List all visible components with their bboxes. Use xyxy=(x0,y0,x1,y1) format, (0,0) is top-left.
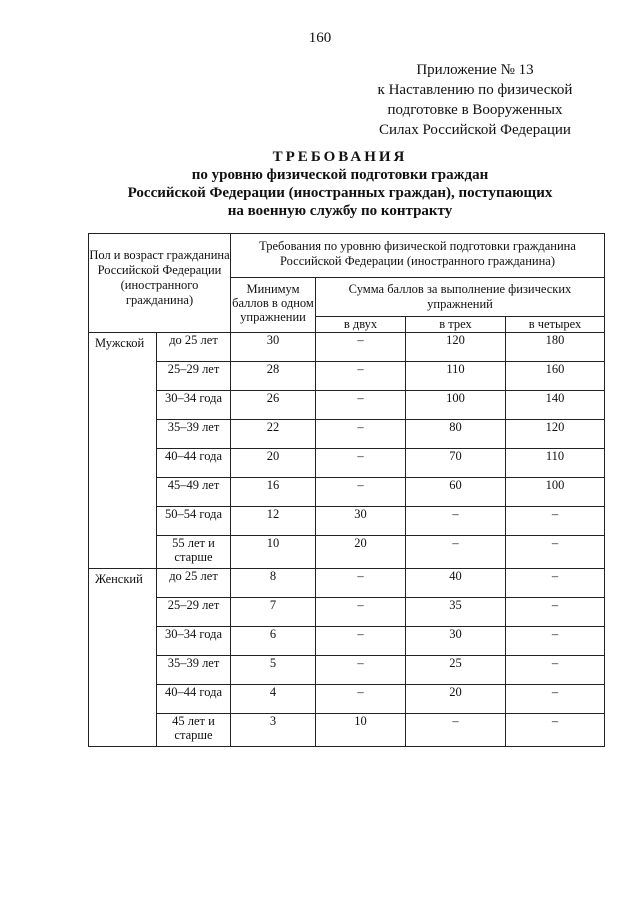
table-row xyxy=(89,656,605,685)
sum-four-cell: 140 xyxy=(506,391,605,420)
appendix-line-3: подготовке в Вооруженных xyxy=(387,102,563,118)
min-score-cell: 5 xyxy=(231,656,316,685)
sum-three-cell: 80 xyxy=(406,420,506,449)
age-cell: 45 лет и старше xyxy=(157,714,231,747)
header-requirements: Требования по уровню физической подготовки гражданина Российской Федерации (иностранного гражданина) xyxy=(231,234,605,278)
age-cell: 35–39 лет xyxy=(157,656,231,685)
age-cell: 40–44 года xyxy=(157,449,231,478)
header-in-four: в четырех xyxy=(506,317,605,333)
title-heading: ТРЕБОВАНИЯ xyxy=(272,149,408,165)
sum-three-cell: – xyxy=(406,536,506,569)
sum-two-cell: – xyxy=(316,656,406,685)
sum-two-cell: – xyxy=(316,391,406,420)
sum-three-cell: – xyxy=(406,507,506,536)
sum-four-cell: – xyxy=(506,598,605,627)
table-row xyxy=(89,627,605,656)
sum-four-cell: 160 xyxy=(506,362,605,391)
title-line-2: Российской Федерации (иностранных граждан), поступающих xyxy=(127,185,553,201)
sum-four-cell: 110 xyxy=(506,449,605,478)
table-row xyxy=(89,569,605,598)
sum-three-cell: 110 xyxy=(406,362,506,391)
min-score-cell: 26 xyxy=(231,391,316,420)
min-score-cell: 8 xyxy=(231,569,316,598)
sum-three-cell: 100 xyxy=(406,391,506,420)
table-row xyxy=(89,333,605,362)
age-cell: 45–49 лет xyxy=(157,478,231,507)
age-cell: 30–34 года xyxy=(157,391,231,420)
sum-four-cell: – xyxy=(506,714,605,747)
sum-four-cell: 180 xyxy=(506,333,605,362)
title-line-1: по уровню физической подготовки граждан xyxy=(191,167,489,183)
min-score-cell: 30 xyxy=(231,333,316,362)
sum-two-cell: 20 xyxy=(316,536,406,569)
sum-four-cell: – xyxy=(506,569,605,598)
sum-two-cell: 30 xyxy=(316,507,406,536)
document-title xyxy=(60,148,620,220)
sum-three-cell: 40 xyxy=(406,569,506,598)
table-row xyxy=(89,391,605,420)
appendix-line-1: Приложение № 13 xyxy=(416,62,534,78)
age-cell: 30–34 года xyxy=(157,627,231,656)
sum-three-cell: 30 xyxy=(406,627,506,656)
table-row xyxy=(89,420,605,449)
min-score-cell: 16 xyxy=(231,478,316,507)
requirements-table xyxy=(88,233,605,747)
sum-two-cell: – xyxy=(316,478,406,507)
age-cell: до 25 лет xyxy=(157,569,231,598)
header-sex-age: Пол и возраст гражданина Российской Федерации (иностранного гражданина) xyxy=(89,234,231,333)
sum-three-cell: 25 xyxy=(406,656,506,685)
sum-two-cell: – xyxy=(316,420,406,449)
sum-three-cell: 35 xyxy=(406,598,506,627)
sex-cell: Женский xyxy=(89,569,157,747)
sum-three-cell: 20 xyxy=(406,685,506,714)
sum-three-cell: 60 xyxy=(406,478,506,507)
sum-two-cell: – xyxy=(316,685,406,714)
min-score-cell: 4 xyxy=(231,685,316,714)
sum-two-cell: – xyxy=(316,449,406,478)
sum-two-cell: 10 xyxy=(316,714,406,747)
sex-cell: Мужской xyxy=(89,333,157,569)
min-score-cell: 10 xyxy=(231,536,316,569)
sum-two-cell: – xyxy=(316,598,406,627)
table-row xyxy=(89,507,605,536)
sum-three-cell: 70 xyxy=(406,449,506,478)
header-in-three: в трех xyxy=(406,317,506,333)
table-row xyxy=(89,449,605,478)
header-in-two: в двух xyxy=(316,317,406,333)
table-row xyxy=(89,714,605,747)
sum-two-cell: – xyxy=(316,627,406,656)
sum-four-cell: – xyxy=(506,656,605,685)
age-cell: 25–29 лет xyxy=(157,598,231,627)
sum-four-cell: 120 xyxy=(506,420,605,449)
sum-two-cell: – xyxy=(316,362,406,391)
age-cell: до 25 лет xyxy=(157,333,231,362)
header-min-score: Минимум баллов в одном упражнении xyxy=(231,278,316,333)
age-cell: 35–39 лет xyxy=(157,420,231,449)
header-sum-score: Сумма баллов за выполнение физических упражнений xyxy=(316,278,605,317)
age-cell: 40–44 года xyxy=(157,685,231,714)
age-cell: 25–29 лет xyxy=(157,362,231,391)
sum-three-cell: – xyxy=(406,714,506,747)
title-line-3: на военную службу по контракту xyxy=(227,203,453,219)
min-score-cell: 6 xyxy=(231,627,316,656)
table-row xyxy=(89,478,605,507)
sum-four-cell: 100 xyxy=(506,478,605,507)
table-row xyxy=(89,598,605,627)
sum-four-cell: – xyxy=(506,685,605,714)
sum-four-cell: – xyxy=(506,507,605,536)
min-score-cell: 12 xyxy=(231,507,316,536)
table-row xyxy=(89,685,605,714)
min-score-cell: 22 xyxy=(231,420,316,449)
age-cell: 50–54 года xyxy=(157,507,231,536)
sum-four-cell: – xyxy=(506,627,605,656)
min-score-cell: 20 xyxy=(231,449,316,478)
sum-four-cell: – xyxy=(506,536,605,569)
sum-two-cell: – xyxy=(316,569,406,598)
appendix-line-2: к Наставлению по физической xyxy=(377,82,573,98)
min-score-cell: 3 xyxy=(231,714,316,747)
min-score-cell: 7 xyxy=(231,598,316,627)
min-score-cell: 28 xyxy=(231,362,316,391)
table-row xyxy=(89,536,605,569)
sum-two-cell: – xyxy=(316,333,406,362)
age-cell: 55 лет и старше xyxy=(157,536,231,569)
appendix-line-4: Силах Российской Федерации xyxy=(379,122,571,138)
sum-three-cell: 120 xyxy=(406,333,506,362)
table-row xyxy=(89,362,605,391)
appendix-note xyxy=(340,60,610,140)
page-number: 160 xyxy=(308,30,332,46)
